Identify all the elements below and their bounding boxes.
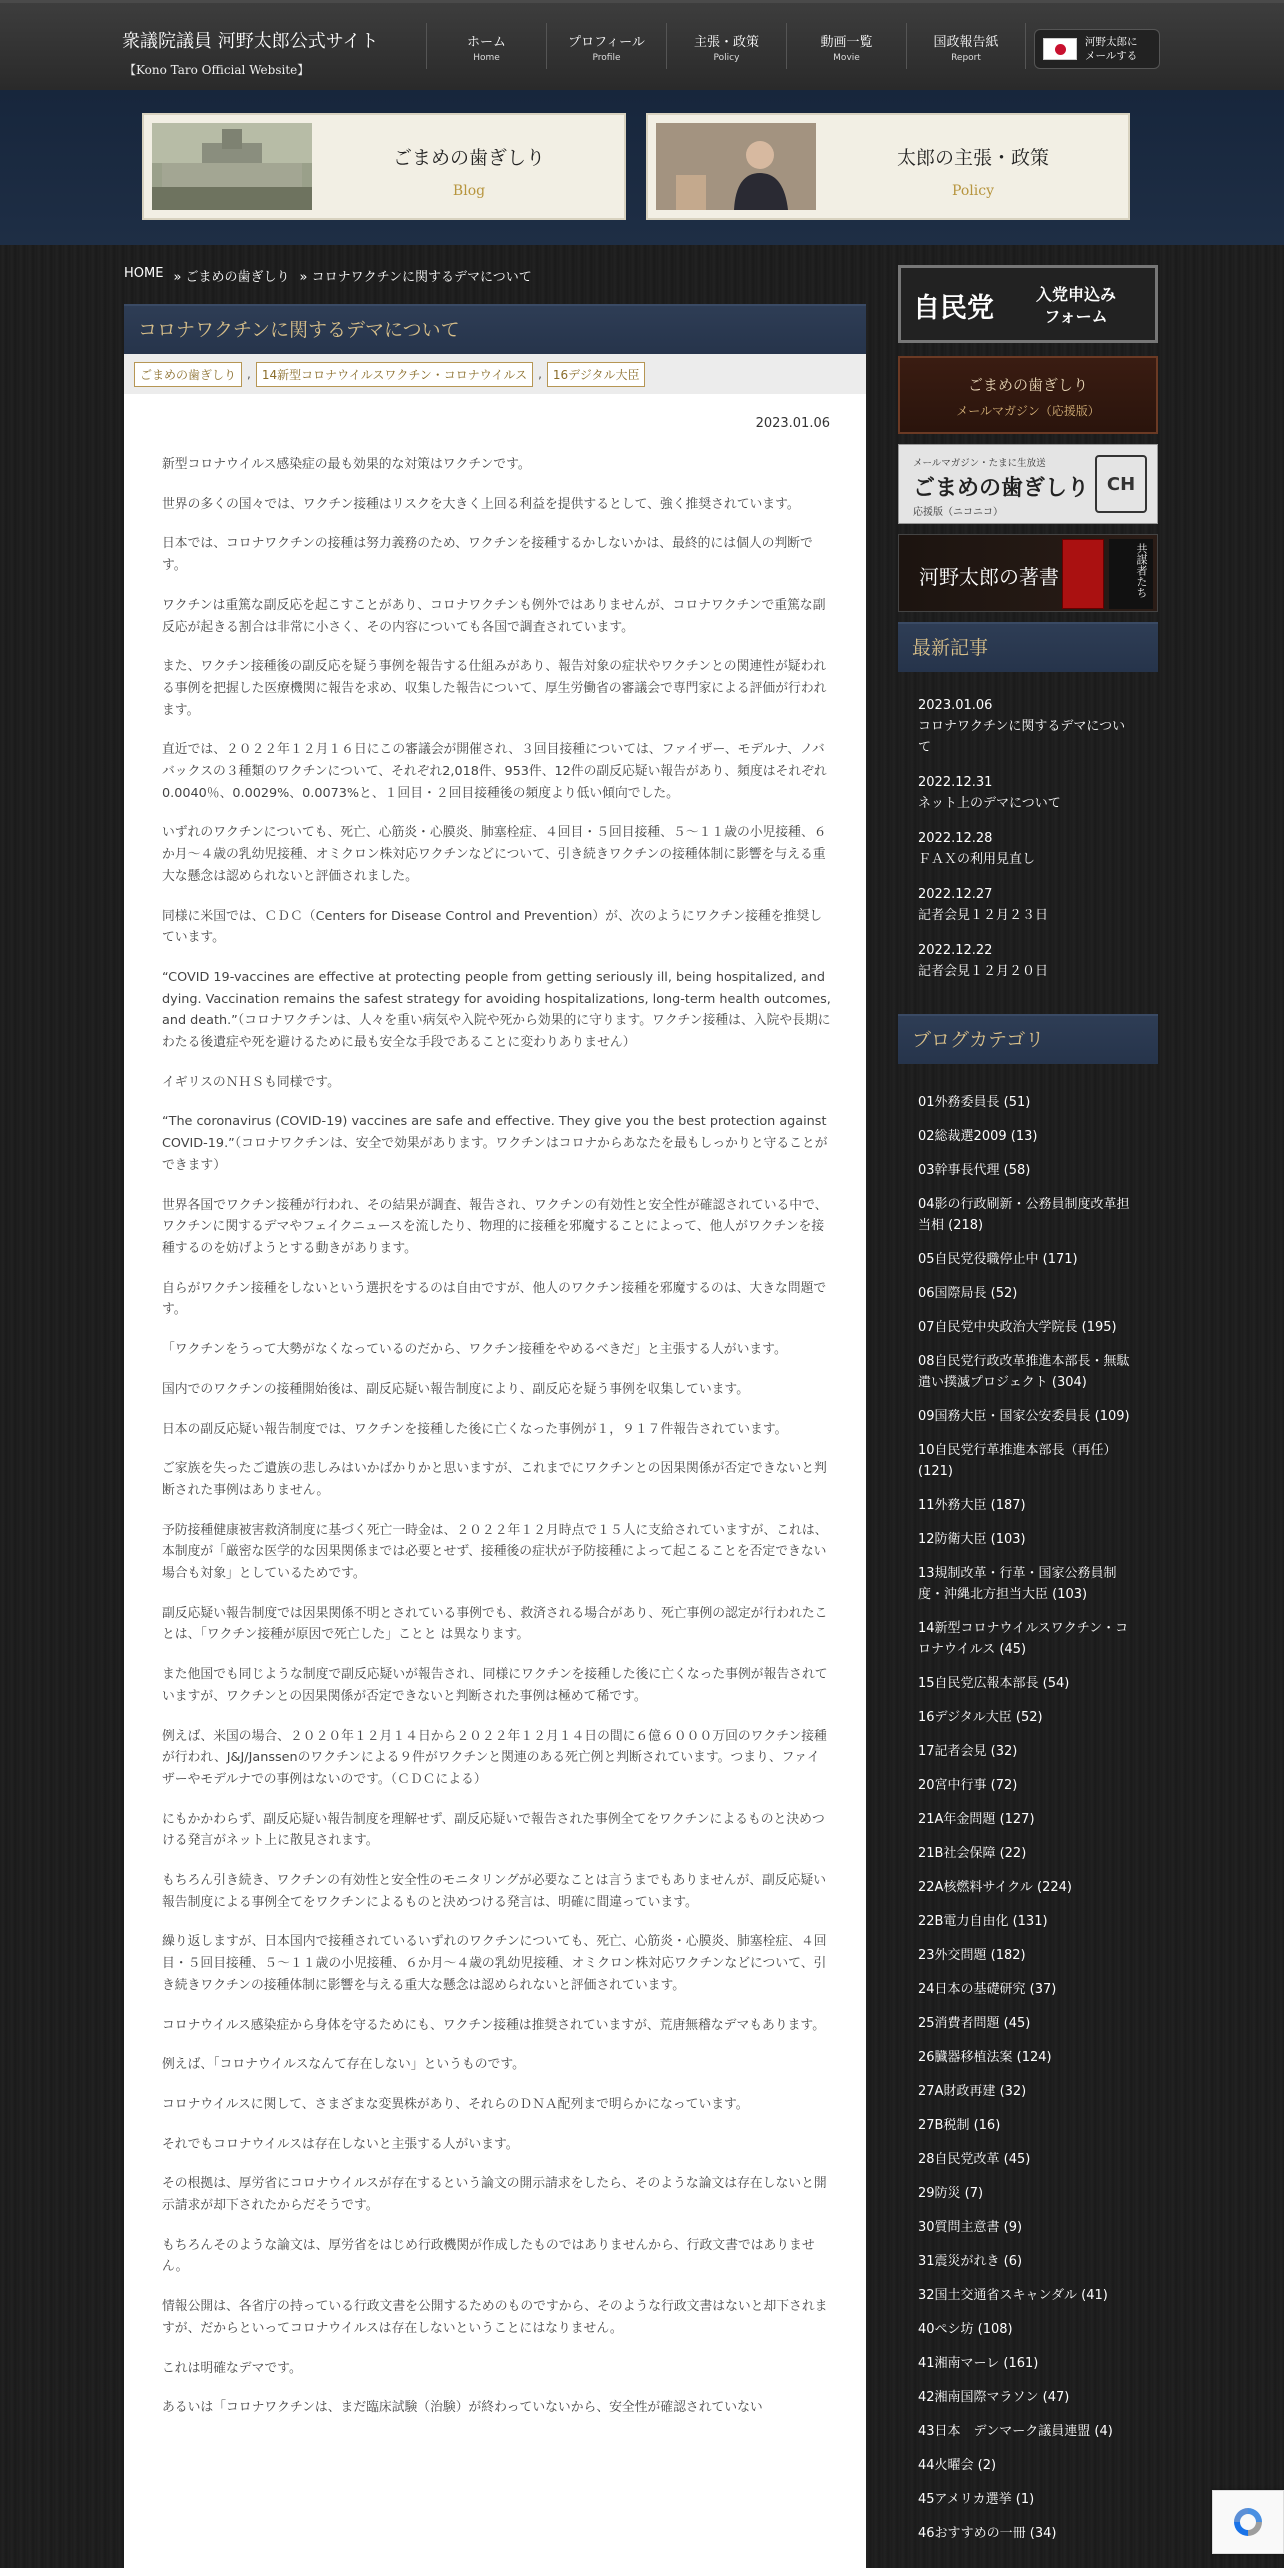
recent-post-date: 2022.12.31 — [918, 775, 993, 790]
mail-button-label — [1085, 35, 1138, 63]
category-link[interactable]: 45アメリカ選挙 (1) — [918, 2492, 1035, 2507]
article-paragraph: “COVID 19-vaccines are effective at protecting people from getting seriously ill, being hospitalized, and dying. Vaccination remains the safest strategy for avoiding hospitalizations, long-term health outcomes, and death.”（コロナワクチンは、人々を重い病気や入院や死から効果的に守ります。ワクチン接種は、入院や長期にわたる後遺症や死を避けるために最も安全な手段であることに変わりありません） — [162, 969, 831, 1051]
breadcrumb-home[interactable]: HOME — [124, 266, 164, 281]
channel-logo-icon: CH — [1095, 455, 1147, 513]
nav-report[interactable] — [906, 23, 1026, 69]
nav-policy[interactable] — [666, 23, 786, 69]
category-link[interactable]: 15自民党広報本部長 (54) — [918, 1676, 1070, 1691]
category-link[interactable]: 42湘南国際マラソン (47) — [918, 2390, 1070, 2405]
article-paragraph: 情報公開は、各省庁の持っている行政文書を公開するためのものですから、そのような行政文書はないと却下されますが、だからといってコロナウイルスは存在しないということにはなりません。 — [162, 2299, 828, 2336]
recent-post-item[interactable] — [918, 885, 1138, 926]
channel-sub: 応援版（ニコニコ） — [913, 507, 1003, 518]
article-paragraph: また、ワクチン接種後の副反応を疑う事例を報告する仕組みがあり、報告対象の症状やワクチンとの関連性が疑われる事例を把握した医療機関に報告を求め、収集した報告について、厚生労働省の審議会で専門家による評価が行われます。 — [162, 659, 827, 718]
recent-posts-list — [898, 672, 1158, 982]
article-paragraph: また他国でも同じような制度で副反応疑いが報告され、同様にワクチンを接種した後に亡くなった事例が報告されていますが、ワクチンとの因果関係が否定できないと判断された事例は極めて稀です。 — [162, 1667, 828, 1704]
recent-post-item[interactable] — [918, 773, 1138, 814]
article-title: コロナワクチンに関するデマについて — [124, 304, 866, 354]
category-link[interactable]: 14新型コロナウイルスワクチン・コロナウイルス (45) — [918, 1621, 1129, 1657]
article-paragraph: いずれのワクチンについても、死亡、心筋炎・心膜炎、肺塞栓症、４回目・５回目接種、５～１１歳の小児接種、６か月～４歳の乳幼児接種、オミクロン株対応ワクチンなどについて、引き続きワクチンの接種体制に影響を与える重大な懸念は認められないと評価されました。 — [162, 825, 827, 884]
nav-sublabel: Home — [473, 53, 500, 63]
article-body — [162, 454, 832, 2437]
recent-post-title: ネット上のデマについて — [918, 796, 1061, 811]
article-paragraph: もちろん引き続き、ワクチンの有効性と安全性のモニタリングが必要なことは言うまでもありませんが、副反応疑い報告制度による事例全てをワクチンによるものと決めつける発言は、明確に間違っています。 — [162, 1873, 827, 1910]
category-link[interactable]: 08自民党行政改革推進本部長・無駄遣い撲滅プロジェクト (304) — [918, 1354, 1130, 1390]
mail-magazine-banner[interactable] — [898, 356, 1158, 434]
article-paragraph: コロナウイルスに関して、さまざまな変異株があり、それらのＤＮＡ配列まで明らかになっています。 — [162, 2096, 749, 2112]
article-paragraph: 国内でのワクチンの接種開始後は、副反応疑い報告制度により、副反応を疑う事例を収集しています。 — [162, 1381, 749, 1397]
banner-subtitle: Policy — [952, 183, 994, 199]
books-title: 河野太郎の著書 — [919, 565, 1059, 589]
category-link[interactable]: 25消費者問題 (45) — [918, 2016, 1031, 2031]
article-paragraph: それでもコロナウイルスは存在しないと主張する人がいます。 — [162, 2136, 519, 2152]
recent-post-item[interactable] — [918, 829, 1138, 870]
mail-magazine-title: ごまめの歯ぎしり — [967, 376, 1088, 394]
recent-post-item[interactable] — [918, 941, 1138, 982]
article-paragraph: にもかかわらず、副反応疑い報告制度を理解せず、副反応疑いで報告された事例全てをワクチンによるものと決めつける発言がネット上に散見されます。 — [162, 1811, 825, 1849]
nav-home[interactable] — [426, 23, 546, 69]
article-paragraph: 例えば、「コロナウイルスなんて存在しない」というものです。 — [162, 2057, 525, 2073]
article-paragraph: ご家族を失ったご遺族の悲しみはいかばかりかと思いますが、これまでにワクチンとの因果関係が否定できないと判断された事例はありません。 — [162, 1461, 827, 1498]
mail-button[interactable] — [1034, 29, 1160, 69]
breadcrumb-current: » コロナワクチンに関するデマについて — [299, 270, 532, 285]
category-link[interactable]: 04影の行政刷新・公務員制度改革担当相 (218) — [918, 1197, 1130, 1233]
category-link[interactable]: 24日本の基礎研究 (37) — [918, 1982, 1057, 1997]
banner-band — [0, 90, 1284, 245]
breadcrumb-blog[interactable]: » ごまめの歯ぎしり — [173, 270, 290, 285]
category-link[interactable]: 28自民党改革 (45) — [918, 2152, 1031, 2167]
banner-title: 太郎の主張・政策 — [896, 147, 1049, 169]
diet-building-photo — [152, 123, 312, 210]
category-link[interactable]: 06国際局長 (52) — [918, 1286, 1018, 1301]
channel-caption: メールマガジン・たまに生放送 — [913, 458, 1046, 469]
book-cover-icon: 共謀者たち — [1109, 539, 1153, 609]
ldp-membership-banner[interactable] — [898, 265, 1158, 343]
category-tag[interactable]: 16デジタル大臣 — [547, 362, 646, 387]
nav-label: 主張・政策 — [693, 35, 759, 50]
nav-sublabel: Policy — [713, 53, 740, 63]
article-paragraph: その根拠は、厚労省にコロナウイルスが存在するという論文の開示請求をしたら、そのような論文は存在しないと開示請求が却下されたからだそうです。 — [162, 2176, 827, 2214]
article-paragraph: “The coronavirus (COVID-19) vaccines are safe and effective. They give you the best protection against COVID-19.”（コロナワクチンは、安全で効果があります。ワクチンはコロナからあなたを最もしっかりと守ることができます） — [162, 1114, 828, 1173]
article-categories — [124, 354, 866, 394]
nav-label: 動画一覧 — [820, 35, 873, 50]
nav-label: プロフィール — [568, 35, 645, 50]
article-paragraph: 日本の副反応疑い報告制度では、ワクチンを接種した後に亡くなった事例が１，９１７件報告されています。 — [162, 1421, 788, 1437]
site-subtitle: 【Kono Taro Official Website】 — [124, 63, 310, 77]
recent-post-date: 2023.01.06 — [918, 698, 993, 713]
ldp-logo-text: 自民党 — [913, 293, 994, 324]
nav-label: 国政報告紙 — [933, 35, 999, 50]
category-link[interactable]: 03幹事長代理 (58) — [918, 1163, 1031, 1178]
recent-post-title: 記者会見１２月２０日 — [918, 964, 1049, 979]
article-paragraph: 世界各国でワクチン接種が行われ、その結果が調査、報告され、ワクチンの有効性と安全性が確認されている中で、ワクチンに関するデマやフェイクニュースを流したり、物理的に接種を邪魔することによって、他人がワクチンを接種するのを妨げようとする動きがあります。 — [162, 1197, 828, 1256]
article-paragraph: 自らがワクチン接種をしないという選択をするのは自由ですが、他人のワクチン接種を邪魔するのは、大きな問題です。 — [162, 1280, 827, 1318]
policy-banner[interactable] — [646, 113, 1130, 220]
category-link[interactable]: 23外交問題 (182) — [918, 1948, 1026, 1963]
category-link[interactable]: 32国土交通省スキャンダル (41) — [918, 2288, 1108, 2303]
article-paragraph: 例えば、米国の場合、２０２０年１２月１４日から２０２２年１２月１４日の間に６億６０００万回のワクチン接種が行われ、J&J/Janssenのワクチンによる９件がワクチンと関連のある死亡例と判断されています。つまり、ファイザーやモデルナでの事例はないのです。（ＣＤＣによる） — [162, 1728, 827, 1787]
site-title[interactable]: 衆議院議員 河野太郎公式サイト — [122, 31, 379, 52]
category-link[interactable]: 22A核燃料サイクル (224) — [918, 1880, 1072, 1895]
blog-categories — [898, 1014, 1158, 2557]
article-paragraph: ワクチンは重篤な副反応を起こすことがあり、コロナワクチンも例外ではありませんが、コロナワクチンで重篤な副反応が起きる割合は非常に小さく、その内容についても各国で調査されています。 — [162, 597, 826, 635]
blog-categories-list — [898, 1064, 1158, 2544]
category-link[interactable]: 21B社会保障 (22) — [918, 1846, 1027, 1861]
article-paragraph: 予防接種健康被害救済制度に基づく死亡一時金は、２０２２年１２月時点で１５人に支給されていますが、これは、本制度が「厳密な医学的な因果関係までは必要とせず、接種後の症状が予防接種によって起こることを否定できない場合も対象」としているためです。 — [162, 1522, 828, 1582]
article-paragraph: あるいは「コロナワクチンは、まだ臨床試験（治験）が終わっていないから、安全性が確認されていない — [162, 2400, 763, 2416]
category-link[interactable]: 40ペシ坊 (108) — [918, 2322, 1013, 2337]
article-paragraph: 副反応疑い報告制度では因果関係不明とされている事例でも、救済される場合があり、死亡事例の認定が行われたことは、「ワクチン接種が原因で死亡した」ことと は異なります。 — [162, 1605, 828, 1643]
category-link[interactable]: 22B電力自由化 (131) — [918, 1914, 1048, 1929]
article-date: 2023.01.06 — [755, 416, 830, 431]
category-link[interactable]: 07自民党中央政治大学院長 (195) — [918, 1320, 1117, 1335]
membership-line-1: 入党申込み — [1036, 285, 1117, 304]
recent-post-title: 記者会見１２月２３日 — [918, 908, 1049, 923]
japan-flag-icon — [1043, 38, 1077, 60]
membership-form-label — [1036, 284, 1116, 328]
category-link[interactable]: 16デジタル大臣 (52) — [918, 1710, 1043, 1725]
header — [0, 0, 1284, 90]
category-link[interactable]: 29防災 (7) — [918, 2186, 984, 2201]
mail-line-2: メールする — [1085, 50, 1138, 62]
category-link[interactable]: 44火曜会 (2) — [918, 2458, 997, 2473]
category-link[interactable]: 26臓器移植法案 (124) — [918, 2050, 1052, 2065]
category-tag[interactable]: ごまめの歯ぎしり — [134, 362, 242, 387]
category-link[interactable]: 41湘南マーレ (161) — [918, 2356, 1039, 2371]
nav-sublabel: Report — [951, 53, 981, 63]
category-link[interactable]: 05自民党役職停止中 (171) — [918, 1252, 1078, 1267]
breadcrumb — [124, 266, 532, 285]
recaptcha-badge[interactable] — [1212, 2490, 1284, 2554]
category-link[interactable]: 01外務委員長 (51) — [918, 1095, 1031, 1110]
article-paragraph: もちろんそのような論文は、厚労省をはじめ行政機関が作成したものではありませんから、行政文書ではありません。 — [162, 2237, 815, 2275]
category-link[interactable]: 43日本 デンマーク議員連盟 (4) — [918, 2424, 1113, 2439]
recent-post-item[interactable] — [918, 696, 1138, 758]
category-link[interactable]: 30質問主意書 (9) — [918, 2220, 1023, 2235]
nav-profile[interactable] — [546, 23, 666, 69]
recent-post-title: ＦＡＸの利用見直し — [918, 852, 1036, 867]
recent-post-date: 2022.12.28 — [918, 831, 993, 846]
mail-magazine-sub: メールマガジン（応援版） — [956, 404, 1100, 418]
category-separator: , — [538, 367, 542, 381]
recent-post-date: 2022.12.22 — [918, 943, 993, 958]
mail-line-1: 河野太郎に — [1085, 36, 1138, 48]
category-separator: , — [247, 367, 251, 381]
category-link[interactable]: 09国務大臣・国家公安委員長 (109) — [918, 1409, 1130, 1424]
article-paragraph: 直近では、２０２２年１２月１６日にこの審議会が開催され、３回目接種については、ファイザー、モデルナ、ノババックスの３種類のワクチンについて、それぞれ2,018件、953件、12件の副反応疑い報告があり、頻度はそれぞれ0.0040％、0.0029%、0.0073%と、１回目・２回目接種後の頻度より低い傾向でした。 — [162, 742, 827, 801]
article-paragraph: 同様に米国では、ＣＤＣ（Centers for Disease Control and Prevention）が、次のようにワクチン接種を推奨しています。 — [162, 908, 823, 946]
book-cover-icon — [1062, 539, 1104, 609]
banner-title: ごまめの歯ぎしり — [392, 147, 545, 169]
blog-banner[interactable] — [142, 113, 626, 220]
main-nav — [426, 23, 1026, 69]
niconico-channel-banner[interactable] — [898, 444, 1158, 524]
recent-post-date: 2022.12.27 — [918, 887, 993, 902]
nav-movie[interactable] — [786, 23, 906, 69]
category-link[interactable]: 46おすすめの一冊 (34) — [918, 2526, 1057, 2541]
category-link[interactable]: 27A財政再建 (32) — [918, 2084, 1027, 2099]
banner-subtitle: Blog — [452, 183, 486, 199]
blog-categories-heading: ブログカテゴリ — [898, 1014, 1158, 1064]
membership-line-2: フォーム — [1044, 307, 1108, 326]
nav-label: ホーム — [466, 35, 506, 50]
books-banner[interactable] — [898, 534, 1158, 612]
category-link[interactable]: 10自民党行革推進本部長（再任） (121) — [918, 1443, 1117, 1479]
category-link[interactable]: 20宮中行事 (72) — [918, 1778, 1018, 1793]
category-link[interactable]: 21A年金問題 (127) — [918, 1812, 1035, 1827]
recent-posts-heading: 最新記事 — [898, 622, 1158, 672]
recent-posts — [898, 622, 1158, 997]
category-link[interactable]: 02総裁選2009 (13) — [918, 1129, 1038, 1144]
channel-title: ごまめの歯ぎしり — [913, 475, 1090, 501]
category-link[interactable]: 27B税制 (16) — [918, 2118, 1001, 2133]
article-paragraph: 日本では、コロナワクチンの接種は努力義務のため、ワクチンを接種するかしないかは、最終的には個人の判断です。 — [162, 536, 813, 574]
article-paragraph: 繰り返しますが、日本国内で接種されているいずれのワクチンについても、死亡、心筋炎・心膜炎、肺塞栓症、４回目・５回目接種、５～１１歳の小児接種、６か月～４歳の乳幼児接種、オミクロン株対応ワクチンなどについて、引き続きワクチンの接種体制に影響を与える重大な懸念は認められないと評価されています。 — [162, 1934, 827, 1993]
category-link[interactable]: 17記者会見 (32) — [918, 1744, 1018, 1759]
article-paragraph: 新型コロナウイルス感染症の最も効果的な対策はワクチンです。 — [162, 457, 531, 472]
category-link[interactable]: 12防衛大臣 (103) — [918, 1532, 1026, 1547]
category-link[interactable]: 31震災がれき (6) — [918, 2254, 1023, 2269]
article-paragraph: 「ワクチンをうって大勢がなくなっているのだから、ワクチン接種をやめるべきだ」と主張する人がいます。 — [162, 1342, 787, 1358]
category-link[interactable]: 13規制改革・行革・国家公務員制度・沖縄北方担当大臣 (103) — [918, 1566, 1117, 1602]
article-paragraph: これは明確なデマです。 — [162, 2360, 302, 2376]
article-paragraph: イギリスのＮＨＳも同様です。 — [162, 1074, 340, 1090]
article — [124, 304, 866, 2568]
recent-post-title: コロナワクチンに関するデマについて — [918, 719, 1126, 755]
category-tag[interactable]: 14新型コロナウイルスワクチン・コロナウイルス — [256, 362, 533, 387]
article-paragraph: コロナウイルス感染症から身体を守るためにも、ワクチン接種は推奨されていますが、荒唐無稽なデマもあります。 — [162, 2017, 826, 2033]
nav-sublabel: Movie — [833, 53, 860, 63]
recaptcha-icon — [1231, 2505, 1265, 2539]
article-paragraph: 世界の多くの国々では、ワクチン接種はリスクを大きく上回る利益を提供するとして、強く推奨されています。 — [162, 496, 800, 512]
nav-sublabel: Profile — [592, 53, 621, 63]
portrait-photo — [656, 123, 816, 210]
category-link[interactable]: 11外務大臣 (187) — [918, 1498, 1026, 1513]
